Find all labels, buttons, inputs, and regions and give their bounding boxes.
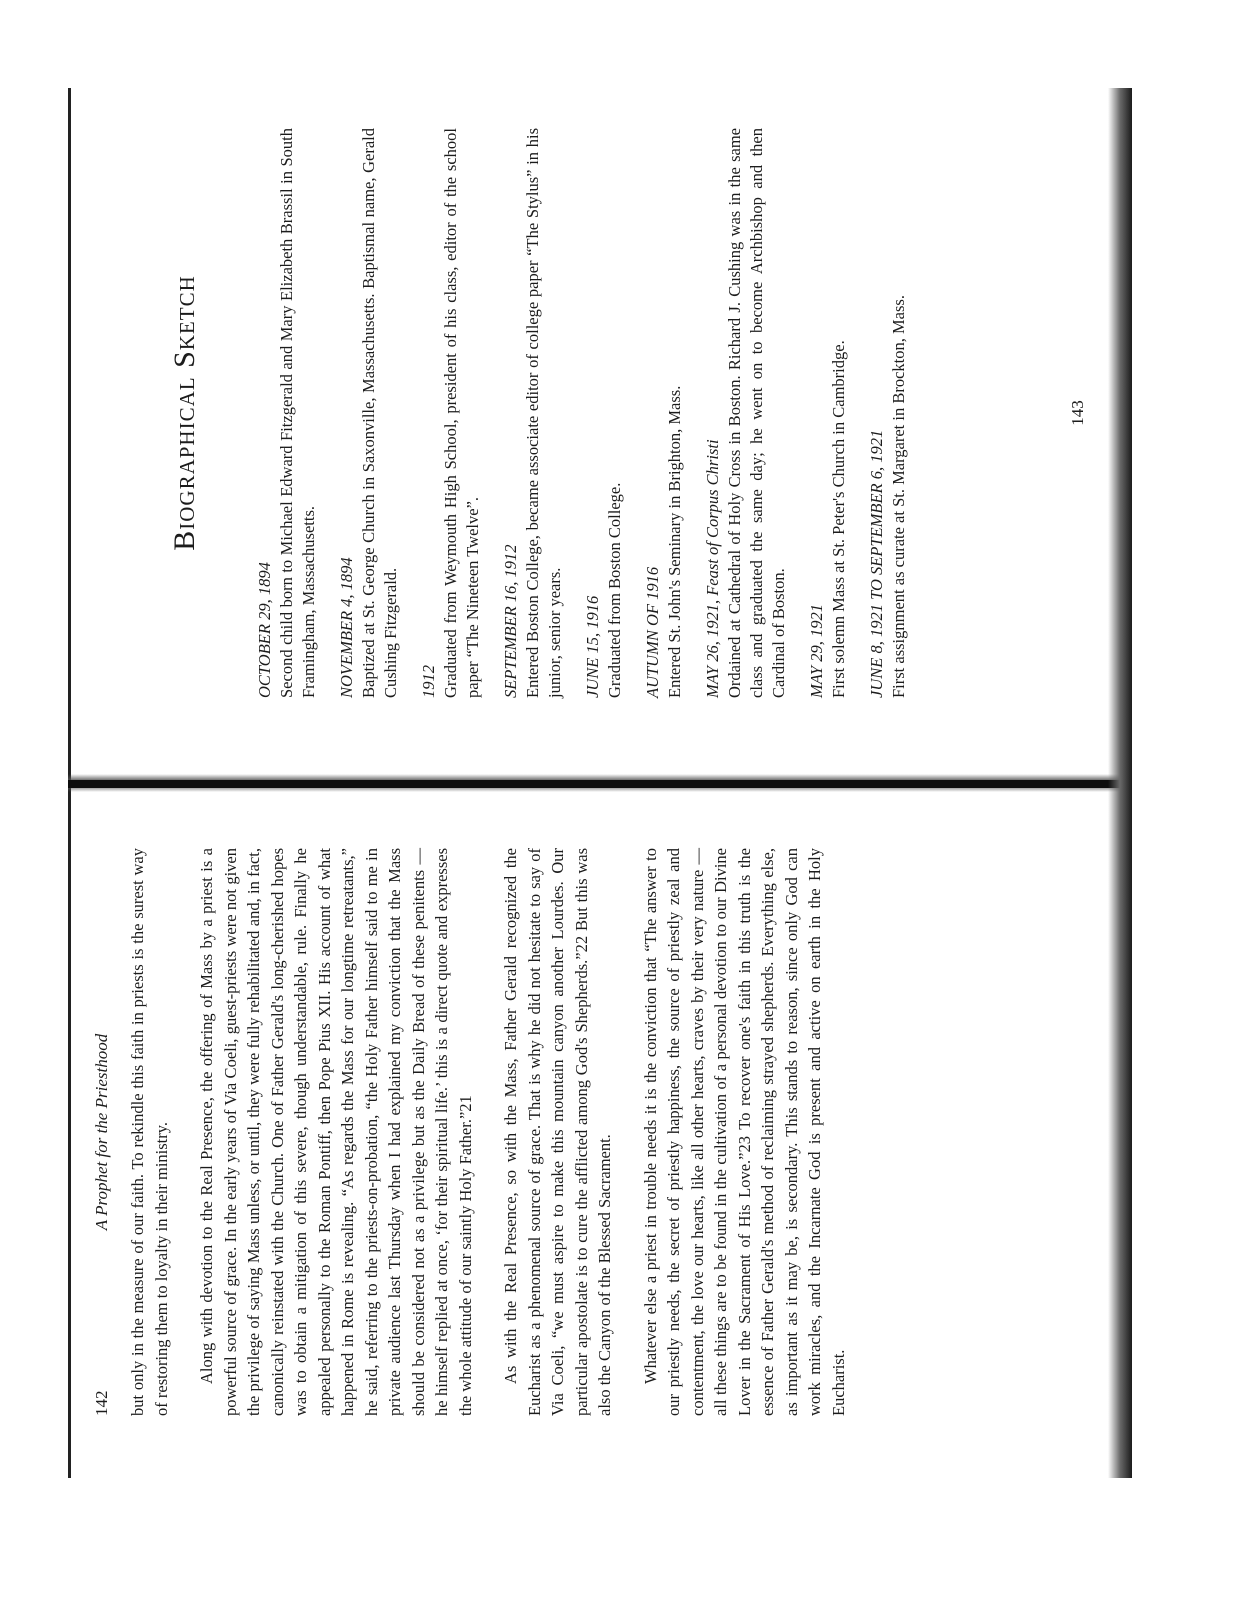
entry-date: MAY 29, 1921	[807, 604, 826, 698]
timeline-entry	[582, 128, 626, 698]
timeline-entry	[806, 128, 850, 698]
entry-date: 1912	[419, 665, 438, 698]
chapter-title: Biographical Sketch	[168, 275, 201, 551]
timeline-entry	[336, 128, 402, 698]
timeline-entry	[254, 128, 320, 698]
paragraph: Along with devotion to the Real Presence, the offering of Mass by a priest is a powerful source of grace. In the early years of Via Coeli, guest-priests were not given the privilege of saying Mass unless, or until, they were fully rehabilitated and, in fact, canonically reinstated with the Church. One of Father Gerald's long-cherished hopes was to obtain a mitigation of this severe, though understandable, rule. Finally he appealed personally to the Roman Pontiff, then Pope Pius XII. His account of what happened in Rome is revealing. “As regards the Mass for our longtime retreatants,” he said, referring to the priests-on-probation, “the Holy Father himself said to me in private audience last Thursday when I had explained my conviction that the Mass should be considered not as a privilege but as the Daily Bread of these penitents — he himself replied at once, ‘for their spiritual life.’ this is a direct quote and expresses the whole attitude of our saintly Holy Father.”21	[197, 848, 475, 1416]
entry-date: OCTOBER 29, 1894	[255, 562, 274, 698]
paragraph: Whatever else a priest in trouble needs it is the conviction that “The answer to our priestly needs, the secret of priestly happiness, the source of priestly zeal and contentment, the love our hearts, like all other hearts, craves by their very nature — all these things are to be found in the cultivation of a personal devotion to our Divine Lover in the Sacrament of His Love.”23 To recover one's faith in this truth is the essence of Father Gerald's method of reclaiming strayed shepherds. Everything else, as important as it may be, is secondary. This stands to reason, since only God can work miracles, and the Incarnate God is present and active on earth in the Holy Eucharist.	[640, 848, 848, 1416]
entry-text: First solemn Mass at St. Peter's Church in Cambridge.	[829, 340, 848, 698]
book-spine	[68, 780, 1128, 788]
entry-date: SEPTEMBER 16, 1912	[501, 544, 520, 698]
right-page-number: 143	[1068, 400, 1087, 426]
paragraph: As with the Real Presence, so with the Mass, Father Gerald recognized the Eucharist as a phenomenal source of grace. That is why he did not hesitate to say of Via Coeli, “we must aspire to make this mountain canyon another Lourdes. Our particular apostolate is to cure the afflicted among God's Shepherds.”22 But this was also the Canyon of the Blessed Sacrament.	[501, 848, 614, 1416]
entry-date: JUNE 8, 1921 TO SEPTEMBER 6, 1921	[867, 429, 886, 698]
timeline-entry	[500, 128, 566, 698]
timeline-entry	[702, 128, 790, 698]
entry-text: Ordained at Cathedral of Holy Cross in Boston. Richard J. Cushing was in the same class and graduated the same day; he went on to become Archbishop and then Cardinal of Boston.	[725, 128, 788, 698]
right-page	[68, 88, 1128, 778]
entry-date: AUTUMN OF 1916	[643, 566, 662, 698]
running-head	[92, 848, 112, 1416]
timeline-entry	[418, 128, 484, 698]
entry-text: Entered St. John's Seminary in Brighton, Mass.	[665, 385, 684, 698]
entry-text: Baptized at St. George Church in Saxonville, Massachusetts. Baptismal name, Gerald Cushing Fitzgerald.	[359, 128, 400, 698]
entry-date: JUNE 15, 1916	[583, 595, 602, 698]
scan-edge-shadow	[1108, 88, 1132, 1478]
entry-date: NOVEMBER 4, 1894	[337, 557, 356, 698]
left-page-number: 142	[92, 1390, 111, 1416]
entry-text: Second child born to Michael Edward Fitzgerald and Mary Elizabeth Brassil in South Framingham, Massachusetts.	[277, 128, 318, 698]
entry-date: MAY 26, 1921, Feast of Corpus Christi	[703, 439, 722, 698]
paragraph: but only in the measure of our faith. To rekindle this faith in priests is the surest way of restoring them to loyalty in their ministry.	[128, 848, 171, 1416]
entry-text: Entered Boston College, became associate editor of college paper “The Stylus” in his junior, senior years.	[523, 128, 564, 698]
entry-text: Graduated from Weymouth High School, president of his class, editor of the school paper “The Nineteen Twelve”.	[441, 128, 482, 698]
entry-text: First assignment as curate at St. Margaret in Brockton, Mass.	[889, 295, 908, 698]
rotated-spread	[68, 88, 1128, 1478]
running-head-title: A Prophet for the Priesthood	[92, 1033, 111, 1231]
timeline-entry	[866, 128, 910, 698]
left-page	[68, 788, 1128, 1478]
timeline-entry	[642, 128, 686, 698]
scanned-book-spread	[68, 88, 1128, 1478]
entry-text: Graduated from Boston College.	[605, 482, 624, 698]
